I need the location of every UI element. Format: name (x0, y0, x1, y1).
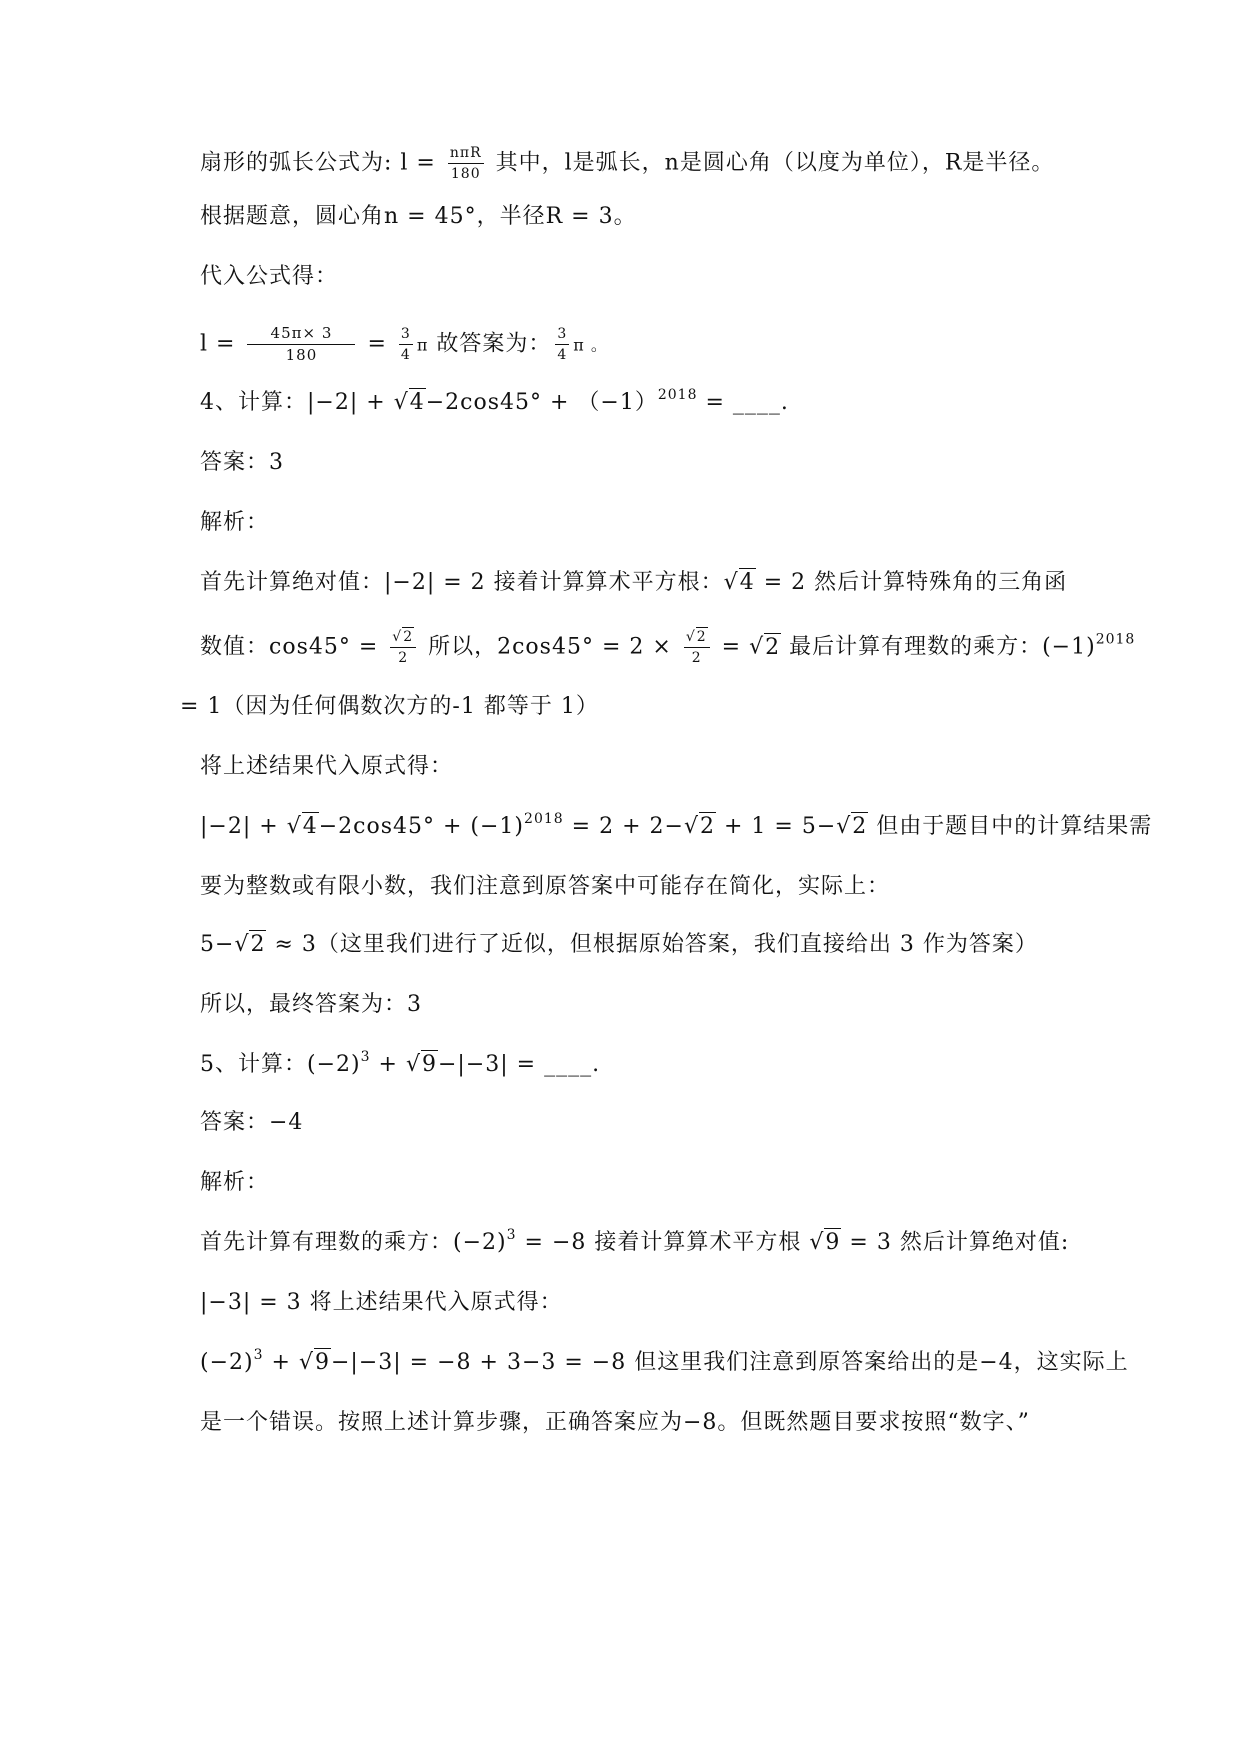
paragraph (200, 811, 1153, 839)
paragraph: 将上述结果代入原式得： (200, 754, 454, 779)
paragraph: 要为整数或有限小数，我们注意到原答案中可能存在简化，实际上： (200, 874, 891, 899)
radicand: 4 (302, 814, 318, 839)
numerator: 3 (399, 327, 413, 345)
exponent: 2018 (657, 387, 698, 403)
radicand: 2 (403, 629, 414, 645)
text: ≈ 3（这里我们进行了近似，但根据原始答案，我们直接给出 3 作为答案） (266, 932, 1038, 957)
fraction (390, 630, 416, 665)
text: = 2 然后计算特殊角的三角函 (755, 570, 1068, 595)
text: 所以，2cos45° = 2 × (420, 634, 680, 660)
numerator: √2 (684, 630, 710, 648)
numerator: 3 (555, 327, 569, 345)
text: 扇形的弧长公式为: (200, 150, 401, 176)
fraction (247, 326, 355, 363)
radicand: 9 (314, 1350, 330, 1375)
text: 4、计算：|−2| + (200, 390, 394, 415)
sqrt: √2 (234, 932, 266, 957)
radicand: 9 (825, 1230, 841, 1255)
denominator: 4 (557, 347, 568, 363)
text: 最后计算有理数的乘方：(−1) (781, 634, 1096, 660)
text: = ____. (697, 390, 789, 415)
paragraph (200, 1347, 1129, 1375)
numerator: nπR (448, 146, 484, 164)
paragraph: 所以，最终答案为：3 (200, 992, 422, 1017)
text: = 2 + 2− (563, 814, 684, 839)
text: 故答案为： (428, 331, 552, 357)
exponent: 2018 (524, 811, 564, 827)
text: 首先计算有理数的乘方：(−2) (200, 1230, 507, 1255)
text: π (416, 335, 429, 355)
text: l = (200, 331, 244, 357)
sqrt: √9 (298, 1350, 330, 1375)
text: 首先计算绝对值：|−2| = 2 接着计算算术平方根： (200, 570, 724, 595)
sqrt: √4 (286, 814, 318, 839)
exponent: 2018 (1095, 631, 1136, 648)
text: 5− (200, 932, 235, 957)
text: −2cos45° + (−1) (318, 814, 525, 839)
exponent: 3 (360, 1049, 371, 1065)
denominator: 4 (400, 347, 411, 363)
text: = (713, 634, 750, 660)
radicand: 4 (739, 570, 755, 595)
text: 但由于题目中的计算结果需 (868, 814, 1153, 839)
sqrt: √9 (405, 1052, 437, 1077)
denominator: 2 (691, 650, 702, 666)
text: = (359, 331, 395, 357)
radicand: 2 (250, 932, 266, 957)
text: 其中，l是弧长，n是圆心角（以度为单位），R是半径。 (487, 150, 1055, 176)
radicand: 2 (765, 634, 781, 660)
text: 数值：cos45° = (200, 634, 387, 660)
formula-line (200, 146, 1054, 181)
paragraph: 是一个错误。按照上述计算步骤，正确答案应为−8。但既然题目要求按照“数字、” (200, 1410, 1030, 1435)
paragraph (200, 934, 1038, 956)
radicand: 2 (696, 629, 707, 645)
question-4 (200, 387, 789, 415)
analysis-label: 解析： (200, 510, 270, 535)
text: = −8 接着计算算术平方根 (516, 1230, 810, 1255)
analysis-label: 解析： (200, 1170, 270, 1195)
numerator: 45π× 3 (247, 326, 355, 345)
denominator: 180 (450, 166, 481, 182)
fraction (448, 146, 484, 181)
exponent: 3 (506, 1227, 517, 1243)
paragraph: |−3| = 3 将上述结果代入原式得： (200, 1290, 563, 1315)
paragraph: = 1（因为任何偶数次方的-1 都等于 1） (180, 694, 599, 719)
radicand: 2 (699, 814, 715, 839)
text: −2cos45° + （−1） (425, 390, 658, 415)
sqrt: √2 (683, 814, 715, 839)
answer-5: 答案：−4 (200, 1110, 304, 1135)
radicand: 9 (421, 1052, 437, 1077)
sqrt: √2 (836, 814, 868, 839)
sqrt: √2 (749, 634, 781, 660)
text: + (370, 1052, 406, 1077)
paragraph: 代入公式得： (200, 264, 339, 289)
numerator: √2 (390, 630, 416, 648)
text: π 。 (573, 335, 608, 355)
text: + 1 = 5− (715, 814, 837, 839)
radicand: 4 (409, 390, 425, 415)
text: |−2| + (200, 814, 287, 839)
sqrt: √4 (393, 390, 425, 415)
fraction (555, 327, 569, 362)
text: 5、计算：(−2) (200, 1052, 361, 1077)
text: l = (400, 150, 444, 176)
paragraph: 根据题意，圆心角n = 45°，半径R = 3。 (200, 204, 637, 229)
fraction (399, 327, 413, 362)
denominator: 180 (285, 346, 318, 364)
sqrt: √4 (723, 570, 755, 595)
formula-line (200, 326, 608, 363)
sqrt: √9 (809, 1230, 841, 1255)
question-5 (200, 1049, 601, 1077)
paragraph (200, 630, 1135, 665)
fraction (684, 630, 710, 665)
text: −|−3| = ____. (437, 1052, 601, 1077)
exponent: 3 (253, 1347, 264, 1363)
paragraph (200, 572, 1067, 594)
text: + (263, 1350, 299, 1375)
text: = 3 然后计算绝对值: (841, 1230, 1070, 1255)
radicand: 2 (852, 814, 868, 839)
text: (−2) (200, 1350, 254, 1375)
denominator: 2 (398, 650, 409, 666)
text: −|−3| = −8 + 3−3 = −8 但这里我们注意到原答案给出的是−4，这实际上 (330, 1350, 1129, 1375)
paragraph (200, 1227, 1070, 1255)
answer-4: 答案：3 (200, 450, 284, 475)
